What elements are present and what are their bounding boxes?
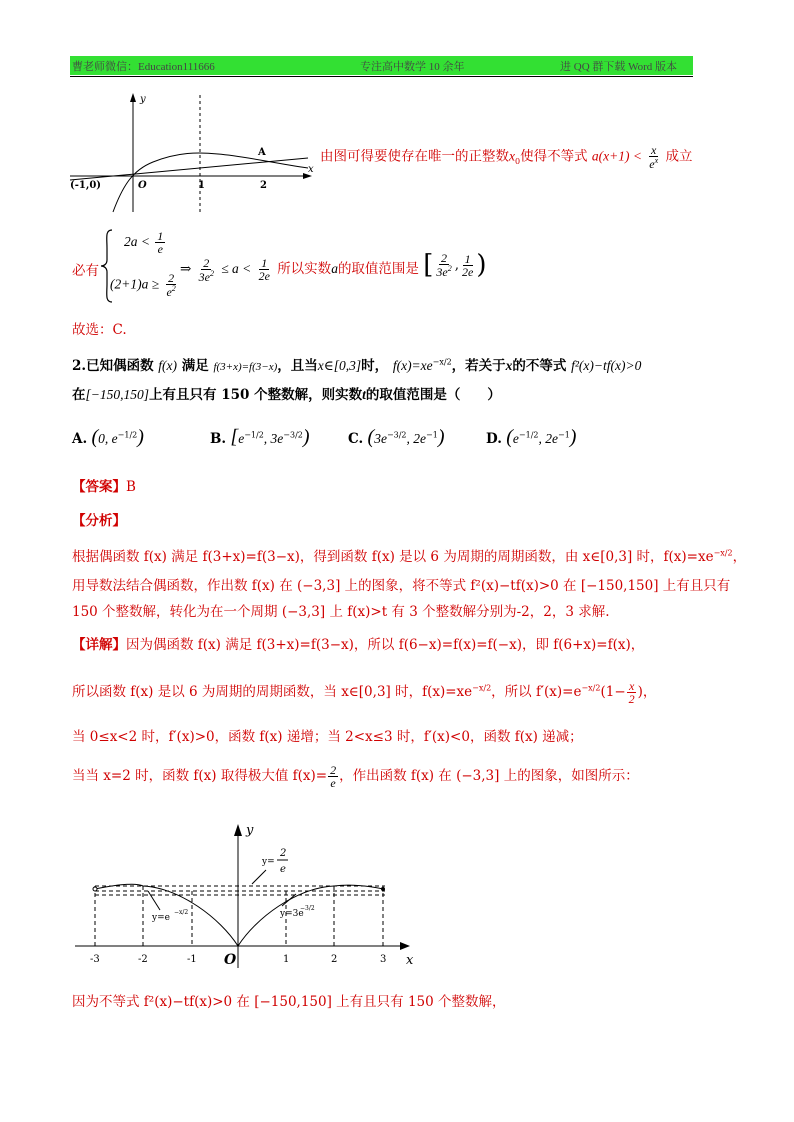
graph2-x-label: x xyxy=(406,953,414,968)
graph1-tick-2: 2 xyxy=(260,180,267,191)
graph2-origin: O xyxy=(224,952,237,968)
problem2-line2 xyxy=(72,383,501,403)
detail2-close: )， xyxy=(637,684,657,700)
graph2-tick-m2: -2 xyxy=(138,954,148,965)
header-right: 进 QQ 群下载 Word 版本 xyxy=(560,61,678,73)
option-b-right: ) xyxy=(302,426,310,448)
graph2-label-top-num: 2 xyxy=(280,848,287,859)
condition-frac-den-sup: x xyxy=(654,156,659,165)
header-left: 曹老师微信：Education111666 xyxy=(72,61,215,73)
system-row2-num: 2 xyxy=(168,271,175,285)
graph2-open-point xyxy=(93,887,97,891)
condition-text-3: 成立 xyxy=(665,148,693,165)
graph1-point-a: A xyxy=(258,147,266,158)
detail-line-1 xyxy=(72,633,644,653)
page-header xyxy=(70,56,693,75)
problem2-l2a: [−150,150] xyxy=(85,387,149,402)
problem2-l2b: 上有且只有 150 个整数解，则实数 xyxy=(149,387,363,403)
option-c-a: 3e xyxy=(374,431,387,446)
graph1-line xyxy=(70,158,308,180)
graph2-label-left-sup: −x/2 xyxy=(174,909,189,916)
problem2-l1c: 满足 xyxy=(181,358,209,374)
graph2-arrow-top xyxy=(252,870,266,884)
detail-text-2: 所以函数 f(x) 是以 6 为周期的周期函数，当 x∈[0,3] 时，f(x)=xe xyxy=(72,684,473,700)
graph1-y-arrow xyxy=(130,93,136,102)
problem2-l1a: 2.已知偶函数 xyxy=(72,358,154,374)
problem2-l1f: x∈[0,3] xyxy=(317,358,362,373)
answer-tag: 【答案】 xyxy=(72,479,126,495)
detail-line-3: 当 0≤x<2 时，f′(x)>0，函数 f(x) 递增；当 2<x≤3 时，f′(x)<0，函数 f(x) 递减； xyxy=(72,729,583,745)
graph2-label-right-sup: −3/2 xyxy=(300,905,315,912)
system-row1-den: e xyxy=(157,242,163,256)
analysis-text-1: 根据偶函数 f(x) 满足 f(3+x)=f(3−x)，得到函数 f(x) 是以 6 为周期的周期函数，由 x∈[0,3] 时，f(x)=xe xyxy=(72,549,714,565)
graph2-tick-m1: -1 xyxy=(187,954,197,965)
problem2-l1i: ，若关于 xyxy=(451,358,506,374)
graph2-curve xyxy=(95,884,383,946)
option-a-a-sup: −1/2 xyxy=(117,430,138,440)
option-c-right: ) xyxy=(437,426,445,448)
problem2-l2d: 的取值范围是（ ） xyxy=(365,387,501,403)
system-prefix: 必有 xyxy=(72,263,99,279)
graph-1 xyxy=(68,90,318,215)
analysis-line-1: 根据偶函数 f(x) 满足 f(3+x)=f(3−x)，得到函数 f(x) 是以 6 为周期的周期函数，由 x∈[0,3] 时，$f(x)=xe^{-x/2}$， xyxy=(72,548,747,565)
condition-frac-den: e xyxy=(649,157,655,171)
graph1-point-left: (-1,0) xyxy=(70,180,102,191)
system-row-1 xyxy=(124,230,166,255)
system-range-num1: 2 xyxy=(441,251,448,265)
graph2-x-arrow xyxy=(400,942,410,950)
option-b-a-sup: −1/2 xyxy=(244,430,264,440)
answer-value: B xyxy=(126,479,136,495)
problem2-l1h: f(x)=xe xyxy=(392,358,433,373)
option-b-left: [ xyxy=(230,426,239,448)
detail4-tail: ，作出函数 f(x) 在 (−3,3] 上的图象，如图所示： xyxy=(339,768,639,784)
option-c-b: , 2e xyxy=(406,431,427,446)
system-row1-left: 2a < xyxy=(124,234,150,249)
graph2-label-right: y=3e xyxy=(280,909,304,919)
system-row1-num: 1 xyxy=(157,229,164,243)
condition-var: x xyxy=(509,148,515,164)
analysis-line-3: 150 个整数解，转化为在一个周期 (−3,3] 上 f(x)>t 有 3 个整数解分别为-2，2，3 求解. xyxy=(72,604,610,620)
graph1-y-label: y xyxy=(140,94,146,105)
option-c-a-sup: −3/2 xyxy=(386,430,407,440)
system-range: [ $\frac{2}{3e^2}$ , $\frac{1}{2e}$ ) xyxy=(423,250,487,280)
option-b-b-sup: −3/2 xyxy=(283,430,303,440)
options-row xyxy=(72,426,692,456)
option-a xyxy=(72,426,144,449)
detail2-tail: ，所以 f′(x)=e xyxy=(491,684,582,700)
system-range-den1: 3e xyxy=(436,265,448,279)
system-row2-den-sup: 2 xyxy=(171,284,176,293)
option-c xyxy=(348,426,444,449)
detail-line-4 xyxy=(72,764,639,789)
system-block xyxy=(72,226,692,306)
choice-line: 故选：C. xyxy=(72,322,127,338)
system-range-den2: 2e xyxy=(462,264,474,279)
system-range-den1-sup: 2 xyxy=(447,264,452,273)
option-d xyxy=(486,426,576,449)
system-result xyxy=(180,252,487,283)
system-implies: ⇒ xyxy=(180,261,192,277)
graph2-arrow-left xyxy=(148,891,160,910)
graph1-tick-1: 1 xyxy=(198,180,205,191)
problem2-l2-prefix: 在 xyxy=(72,387,86,403)
condition-frac-num: x xyxy=(651,143,657,157)
analysis-sup: −x/2 xyxy=(713,548,733,558)
system-res-mid: ≤ a < xyxy=(221,261,252,276)
graph2-arrow-right xyxy=(282,894,296,906)
condition-ineq: a(x+1) < xyxy=(591,148,642,164)
problem2-l1j: x xyxy=(505,358,513,373)
header-center: 专注高中数学 10 余年 xyxy=(360,61,465,73)
system-res-den1-sup: 2 xyxy=(209,268,214,278)
condition-line xyxy=(320,144,692,170)
analysis-tag: 【分析】 xyxy=(72,513,126,529)
system-res-num2: 1 xyxy=(261,256,268,270)
problem2-l2c: t xyxy=(362,387,366,402)
detail2-end-num: x xyxy=(628,679,635,693)
graph2-tick-1: 1 xyxy=(283,954,290,965)
problem2-l1d: f(3+x)=f(3−x) xyxy=(213,361,278,373)
problem2-l1h-sup: −x/2 xyxy=(432,357,452,367)
system-res-num1: 2 xyxy=(203,255,210,270)
graph2-tick-m3: -3 xyxy=(90,954,100,965)
detail-line-2 xyxy=(72,680,656,705)
detail2-sup: −x/2 xyxy=(472,683,492,693)
graph2-label-top-den: e xyxy=(280,864,286,875)
detail-text-1: 因为偶函数 f(x) 满足 f(3+x)=f(3−x)，所以 f(6−x)=f(x)=f(−x)，即 f(6+x)=f(x)， xyxy=(126,637,645,653)
problem2-l1e: ，且当 xyxy=(277,358,318,374)
system-row2-den: e xyxy=(166,285,172,299)
system-res-den2: 2e xyxy=(258,269,270,283)
system-var: a xyxy=(331,261,338,276)
option-d-b-sup: −1 xyxy=(557,430,570,440)
detail-text-4: 当当 x=2 时，函数 f(x) 取得极大值 f(x)= xyxy=(72,768,328,784)
option-c-left: ( xyxy=(367,426,375,448)
option-a-a: 0, e xyxy=(98,431,118,446)
answer-line xyxy=(72,475,136,495)
detail2-end-den: 2 xyxy=(628,692,635,706)
graph1-origin: O xyxy=(138,180,147,191)
detail2-end: (1− xyxy=(600,684,626,700)
option-d-label: D. xyxy=(486,431,502,447)
graph2-closed-point xyxy=(381,887,385,891)
problem2-l1b: f(x) xyxy=(158,358,178,373)
option-b xyxy=(210,426,310,449)
graph2-label-top: y= xyxy=(262,857,275,867)
system-range-num2: 1 xyxy=(464,251,471,266)
option-b-label: B. xyxy=(210,431,227,447)
condition-frac xyxy=(647,144,660,170)
option-b-b: , 3e xyxy=(263,431,284,446)
detail4-num: 2 xyxy=(330,763,337,777)
condition-var-sub: 0 xyxy=(515,157,521,167)
option-a-label: A. xyxy=(72,431,88,447)
option-b-a: e xyxy=(238,431,245,446)
option-c-label: C. xyxy=(348,431,364,447)
detail4-den: e xyxy=(330,776,336,790)
problem2-l1g: 时， xyxy=(361,358,389,374)
graph2-tick-2: 2 xyxy=(331,954,338,965)
detail-line-5: 因为不等式 f²(x)−tf(x)>0 在 [−150,150] 上有且只有 150 个整数解， xyxy=(72,994,506,1010)
graph1-x-label: x xyxy=(308,164,314,175)
problem2-l1l: f²(x)−tf(x)>0 xyxy=(571,358,642,373)
option-d-right: ) xyxy=(569,426,577,448)
system-text: 所以实数 xyxy=(277,261,332,277)
graph2-tick-3: 3 xyxy=(380,954,387,965)
detail-tag: 【详解】 xyxy=(72,637,126,653)
graph2-label-left: y=e xyxy=(152,913,170,923)
system-row-2 xyxy=(110,272,179,298)
problem2-l1k: 的不等式 xyxy=(512,358,567,374)
graph-2 xyxy=(70,818,430,970)
option-d-b: , 2e xyxy=(538,431,558,446)
system-row2-left: (2+1)a ≥ xyxy=(110,276,160,292)
problem2-line1 xyxy=(72,354,641,374)
detail2-tail-sup: −x/2 xyxy=(581,683,601,693)
system-res-den1: 3e xyxy=(198,269,210,284)
graph2-y-arrow xyxy=(234,824,242,836)
option-d-a: e xyxy=(512,431,519,446)
option-c-b-sup: −1 xyxy=(426,430,438,440)
condition-text-2: 使得不等式 xyxy=(520,148,588,165)
analysis-line-2: 用导数法结合偶函数，作出数 f(x) 在 (−3,3] 上的图象，将不等式 f²(x)−tf(x)>0 在 [−150,150] 上有且只有 xyxy=(72,578,731,594)
option-d-left: ( xyxy=(506,426,513,448)
header-rule xyxy=(70,76,693,77)
condition-text-1: 由图可得要使存在唯一的正整数 xyxy=(320,148,509,165)
option-a-left: ( xyxy=(91,426,99,448)
system-text2: 的取值范围是 xyxy=(337,261,419,277)
graph2-y-label: y xyxy=(246,823,254,838)
option-d-a-sup: −1/2 xyxy=(518,430,539,440)
option-a-right: ) xyxy=(137,426,144,448)
